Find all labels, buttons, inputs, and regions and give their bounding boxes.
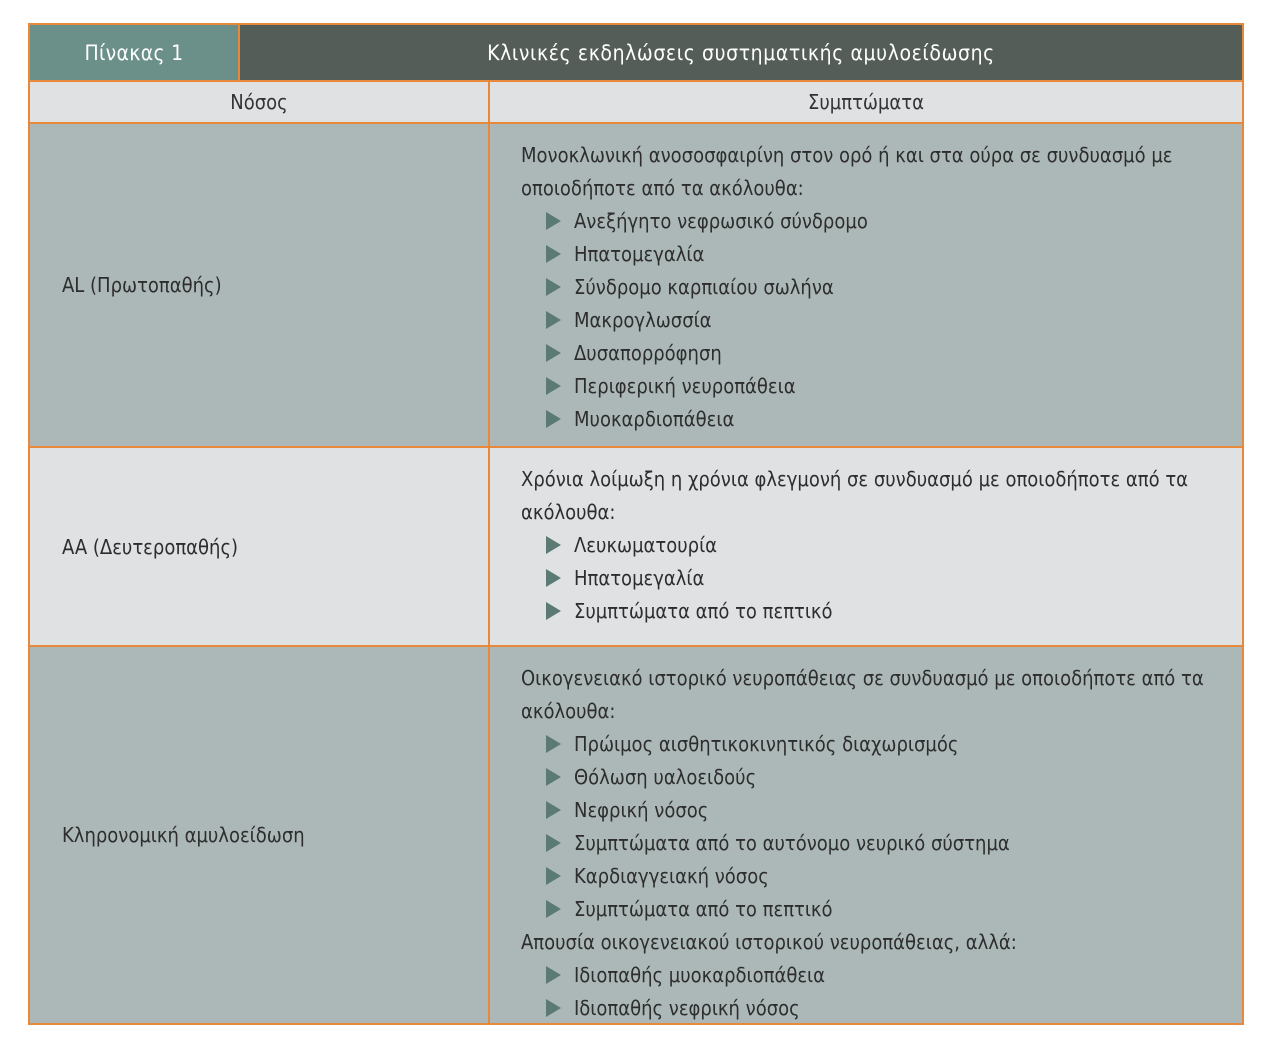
triangle-bullet-icon: [546, 569, 561, 587]
symptoms-intro: Μονοκλωνική ανοσοσφαιρίνη στον ορό ή και στα ούρα σε συνδυασμό με: [521, 143, 1173, 167]
triangle-bullet-icon: [546, 900, 561, 918]
triangle-bullet-icon: [546, 966, 561, 984]
triangle-bullet-icon: [546, 999, 561, 1017]
triangle-bullet-icon: [546, 602, 561, 620]
symptoms-cell: [490, 647, 1242, 1023]
table-row: [30, 647, 1242, 1023]
disease-name: Κληρονομική αμυλοείδωση: [30, 647, 490, 1023]
triangle-bullet-icon: [546, 344, 561, 362]
table-header: [30, 25, 1242, 82]
list-item: Καρδιαγγειακή νόσος: [521, 863, 1242, 896]
list-item: Συμπτώματα από το πεπτικό: [521, 598, 1242, 631]
list-item: Λευκωματουρία: [521, 532, 1242, 565]
table-label: Πίνακας 1: [30, 25, 240, 80]
symptoms-cell: [490, 124, 1242, 446]
list-item: Περιφερική νευροπάθεια: [521, 373, 1242, 406]
symptoms-intro: ακόλουθα:: [521, 500, 616, 524]
list-item: Ιδιοπαθής νεφρική νόσος: [521, 995, 1242, 1028]
list-item: Νεφρική νόσος: [521, 797, 1242, 830]
triangle-bullet-icon: [546, 245, 561, 263]
triangle-bullet-icon: [546, 801, 561, 819]
list-item: Ηπατομεγαλία: [521, 241, 1242, 274]
symptoms-intro-secondary: Απουσία οικογενειακού ιστορικού νευροπάθειας, αλλά:: [521, 930, 1017, 954]
triangle-bullet-icon: [546, 311, 561, 329]
column-header-symptoms: Συμπτώματα: [808, 90, 924, 114]
symptoms-cell: [490, 448, 1242, 645]
symptoms-intro: ακόλουθα:: [521, 699, 616, 723]
symptoms-intro: οποιοδήποτε από τα ακόλουθα:: [521, 176, 804, 200]
triangle-bullet-icon: [546, 410, 561, 428]
list-item: Ανεξήγητο νεφρωσικό σύνδρομο: [521, 208, 1242, 241]
column-header-disease: Νόσος: [30, 82, 490, 122]
triangle-bullet-icon: [546, 536, 561, 554]
list-item: Συμπτώματα από το πεπτικό: [521, 896, 1242, 929]
list-item: Πρώιμος αισθητικοκινητικός διαχωρισμός: [521, 731, 1242, 764]
list-item: Συμπτώματα από το αυτόνομο νευρικό σύστημα: [521, 830, 1242, 863]
triangle-bullet-icon: [546, 867, 561, 885]
amyloidosis-table: [28, 23, 1244, 1025]
list-item: Θόλωση υαλοειδούς: [521, 764, 1242, 797]
triangle-bullet-icon: [546, 735, 561, 753]
table-row: [30, 448, 1242, 647]
list-item: Ηπατομεγαλία: [521, 565, 1242, 598]
symptoms-intro: Χρόνια λοίμωξη η χρόνια φλεγμονή σε συνδυασμό με οποιοδήποτε από τα: [521, 467, 1189, 491]
triangle-bullet-icon: [546, 377, 561, 395]
disease-name: AL (Πρωτοπαθής): [30, 124, 490, 446]
table-title: Κλινικές εκδηλώσεις συστηματικής αμυλοείδωσης: [240, 25, 1242, 80]
disease-name: AA (Δευτεροπαθής): [30, 448, 490, 645]
list-item: Μυοκαρδιοπάθεια: [521, 406, 1242, 439]
list-item: Ιδιοπαθής μυοκαρδιοπάθεια: [521, 962, 1242, 995]
triangle-bullet-icon: [546, 212, 561, 230]
column-headers: [30, 82, 1242, 124]
triangle-bullet-icon: [546, 278, 561, 296]
triangle-bullet-icon: [546, 768, 561, 786]
table-row: [30, 124, 1242, 448]
list-item: Σύνδρομο καρπιαίου σωλήνα: [521, 274, 1242, 307]
symptoms-intro: Οικογενειακό ιστορικό νευροπάθειας σε συνδυασμό με οποιοδήποτε από τα: [521, 666, 1204, 690]
list-item: Μακρογλωσσία: [521, 307, 1242, 340]
list-item: Δυσαπορρόφηση: [521, 340, 1242, 373]
triangle-bullet-icon: [546, 834, 561, 852]
